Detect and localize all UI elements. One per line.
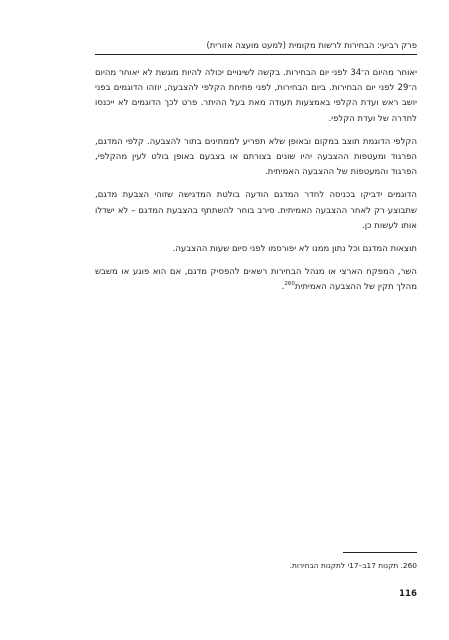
header-divider — [95, 54, 417, 55]
footnote: 260. תקנות 17ב–17י לתקנות הבחירות. — [289, 561, 417, 570]
paragraph-5-text: השר, המפקח הארצי או מנהל הבחירות רשאים להפסיק מדגם, אם הוא פוגע או משבש מהלך תקין של ההצבעה האמיתית — [95, 267, 417, 293]
page-number: 116 — [399, 589, 417, 599]
paragraph-2: הקלפי הדוגמת תוצב במקום ובאופן שלא תפריע לממתינים בתור להצבעה. קלפי המדגם, הפרגוד ומעטפות ההצבעה יהיו שונים בצורתם או בצבעם באופן בולט לעין מהקלפי, הפרגוד והמעטפות של ההצבעה האמיתית. — [95, 136, 417, 178]
footnote-reference[interactable]: 260 — [284, 281, 295, 288]
paragraph-5-end: . — [281, 282, 285, 293]
footnote-divider — [343, 552, 417, 553]
paragraph-5 — [95, 265, 417, 295]
paragraph-3: הדוגמים ידביקו בכניסה לחדר המדגם הודעה בולטת המדגישה שזוהי הצבעת מדגם, שתבוצע רק לאחר ההצבעה האמיתית. סירב בוחר להשתתף בהצבעת המדגם – לא ישדלו אותו לעשות כן. — [95, 190, 417, 231]
running-header: פרק רביעי: הבחירות לרשות מקומית (למעט מועצה אזורית) — [206, 40, 417, 50]
body-text — [95, 66, 417, 304]
paragraph-4: תוצאות המדגם וכל נתון ממנו לא יפורסמו לפני סיום שעות ההצבעה. — [172, 244, 417, 255]
paragraph-1: יאוחר מהיום ה־34 לפני יום הבחירות. בקשה לשינויים יכולה להיות מוגשת לא יאוחר מהיום ה־29 לפני יום הבחירות. ביום הבחירות, לפני פתיחת הקלפי להצבעה, יוזהו הדוגמים בפני יושב ראש ועדת הקלפי באמצעות תעודה מאת בעל ההיתר. פרט לכך הדוגמים לא ייכנסו לחדרה של ועדת הקלפי. — [95, 68, 417, 124]
